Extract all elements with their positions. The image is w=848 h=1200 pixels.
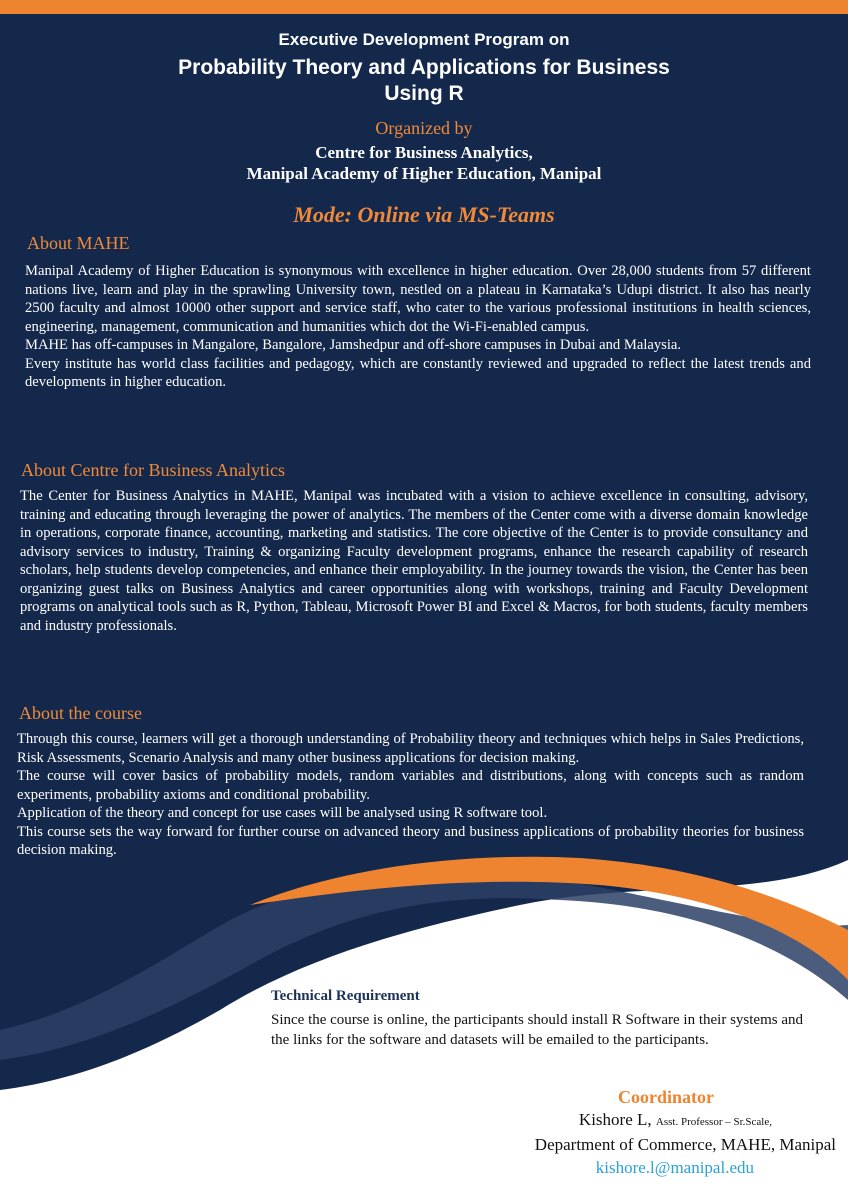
technical-requirement-heading: Technical Requirement (271, 988, 420, 1004)
about-mahe-text (25, 262, 811, 392)
coordinator-name: Kishore L, (578, 1110, 652, 1129)
about-cba-text (20, 487, 808, 635)
organizer-name (0, 142, 848, 184)
about-course-text (17, 730, 804, 860)
program-type: Executive Development Program on (278, 30, 570, 49)
coordinator-email[interactable]: kishore.l@manipal.edu (595, 1158, 754, 1177)
about-cba-paragraph: The Center for Business Analytics in MAHE, Manipal was incubated with a vision to achieve excellence in consulting, advisory, training and educating through leveraging the power of analytics. The members of the Center come with a diverse domain knowledge in operations, corporate finance, accounting, marketing and statistics. The core objective of the Center is to provide consultancy and advisory services to industry, Training & organizing Faculty development programs, enhance the research capability of research scholars, help students develop competencies, and enhance their employability. In the journey towards the vision, the Center has been organizing guest talks on Business Analytics and career opportunities along with workshops, training and Faculty Development programs on analytical tools such as R, Python, Tableau, Microsoft Power BI and Excel & Macros, for both students, faculty members and industry professionals. (20, 488, 808, 634)
about-course-paragraph: Application of the theory and concept for use cases will be analysed using R software tool. (17, 805, 548, 821)
top-accent-bar (0, 0, 848, 14)
coordinator-designation: Asst. Professor – Sr.Scale, (655, 1116, 772, 1128)
program-title (0, 55, 848, 107)
coordinator-department: Department of Commerce, MAHE, Manipal (534, 1135, 836, 1154)
technical-requirement-text: Since the course is online, the participants should install R Software in their systems and the links for the software and datasets will be emailed to the participants. (271, 1012, 803, 1048)
about-course-paragraph: The course will cover basics of probability models, random variables and distributions, along with concepts such as random experiments, probability axioms and conditional probability. (17, 768, 804, 803)
organizer-line1: Centre for Business Analytics, (315, 143, 533, 162)
coordinator-title: Coordinator (618, 1087, 714, 1107)
about-mahe-heading: About MAHE (27, 233, 130, 253)
mode-text: Mode: Online via MS-Teams (293, 202, 555, 227)
about-mahe-paragraph: MAHE has off-campuses in Mangalore, Bangalore, Jamshedpur and off-shore campuses in Dubai and Malaysia. (25, 337, 682, 353)
about-cba-heading: About Centre for Business Analytics (21, 460, 285, 480)
about-course-heading: About the course (19, 703, 142, 723)
organizer-line2: Manipal Academy of Higher Education, Manipal (246, 164, 602, 183)
program-title-line1: Probability Theory and Applications for Business (178, 56, 670, 79)
about-course-paragraph: This course sets the way forward for further course on advanced theory and business applications of probability theories for business decision making. (17, 823, 804, 858)
about-course-paragraph: Through this course, learners will get a thorough understanding of Probability theory and techniques which helps in Sales Predictions, Risk Assessments, Scenario Analysis and many other business applications for decision making. (17, 731, 804, 766)
program-title-line2: Using R (384, 82, 464, 105)
about-mahe-paragraph: Every institute has world class facilities and pedagogy, which are constantly reviewed and upgraded to reflect the latest trends and developments in higher education. (25, 355, 811, 390)
about-mahe-paragraph: Manipal Academy of Higher Education is synonymous with excellence in higher education. Over 28,000 students from 57 different nations live, learn and play in the sprawling University town, nestled on a plateau in Karnataka’s Udupi district. It also has nearly 2500 faculty and almost 10000 other support and service staff, who cater to the various professional institutions in health sciences, engineering, management, communication and humanities which dot the Wi-Fi-enabled campus. (25, 263, 811, 335)
organized-by-label: Organized by (375, 118, 473, 138)
coordinator-name-line (579, 1110, 772, 1130)
